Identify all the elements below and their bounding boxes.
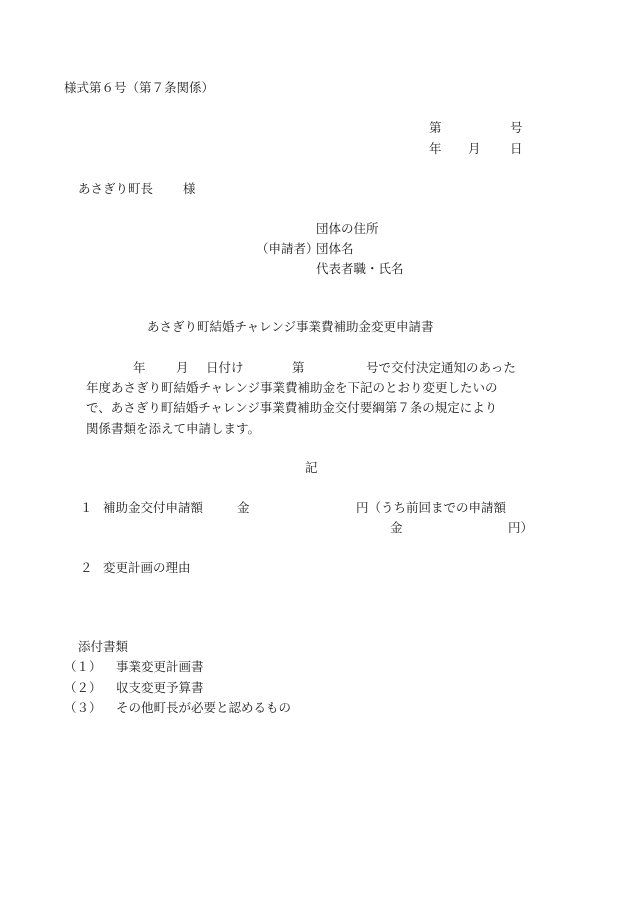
form-label: 様式第６号（第７条関係） bbox=[64, 80, 215, 95]
applicant-representative-label: 代表者職・氏名 bbox=[316, 261, 404, 276]
item1-label: 補助金交付申請額 bbox=[103, 500, 204, 515]
item1-kin: 金 bbox=[237, 500, 250, 515]
applicant-address-label: 団体の住所 bbox=[316, 221, 379, 236]
doc-date-month: 月 bbox=[468, 141, 481, 156]
body-line2: 年度あさぎり町結婚チャレンジ事業費補助金を下記のとおり変更したいの bbox=[86, 380, 498, 395]
attachment-number: （３） bbox=[64, 700, 102, 715]
body-month: 月 bbox=[176, 360, 189, 375]
applicant-name-label: 団体名 bbox=[316, 241, 354, 256]
ki-heading: 記 bbox=[305, 460, 318, 475]
document-title: あさぎり町結婚チャレンジ事業費補助金変更申請書 bbox=[147, 319, 434, 334]
item1-yen-close: 円） bbox=[508, 520, 534, 535]
item1-number: １ bbox=[80, 500, 93, 515]
body-year: 年 bbox=[133, 360, 146, 375]
body-dated: 日付け bbox=[206, 360, 244, 375]
body-line1-rest: 号で交付決定通知のあった bbox=[366, 360, 516, 375]
applicant-role: （申請者） bbox=[256, 241, 319, 256]
attachment-label: 収支変更予算書 bbox=[116, 680, 204, 695]
attachments-heading: 添付書類 bbox=[78, 639, 129, 654]
body-line4: 関係書類を添えて申請します。 bbox=[86, 421, 261, 436]
attachment-label: 事業変更計画書 bbox=[116, 659, 204, 674]
attachment-label: その他町長が必要と認めるもの bbox=[116, 700, 292, 715]
doc-date-year: 年 bbox=[429, 141, 442, 156]
doc-number-suffix: 号 bbox=[510, 120, 523, 135]
item2-number: ２ bbox=[80, 560, 93, 575]
addressee-name: あさぎり町長 bbox=[78, 181, 154, 196]
body-number-prefix: 第 bbox=[292, 360, 305, 375]
item1-yen-note: 円（うち前回までの申請額 bbox=[356, 500, 507, 515]
body-line3: で、あさぎり町結婚チャレンジ事業費補助金交付要綱第７条の規定により bbox=[86, 400, 498, 415]
doc-number-prefix: 第 bbox=[429, 120, 442, 135]
attachment-number: （１） bbox=[64, 659, 102, 674]
addressee-honorific: 様 bbox=[183, 181, 196, 196]
item1-kin2: 金 bbox=[390, 520, 403, 535]
doc-date-day: 日 bbox=[510, 141, 523, 156]
attachment-number: （２） bbox=[64, 680, 102, 695]
item2-label: 変更計画の理由 bbox=[103, 560, 191, 575]
